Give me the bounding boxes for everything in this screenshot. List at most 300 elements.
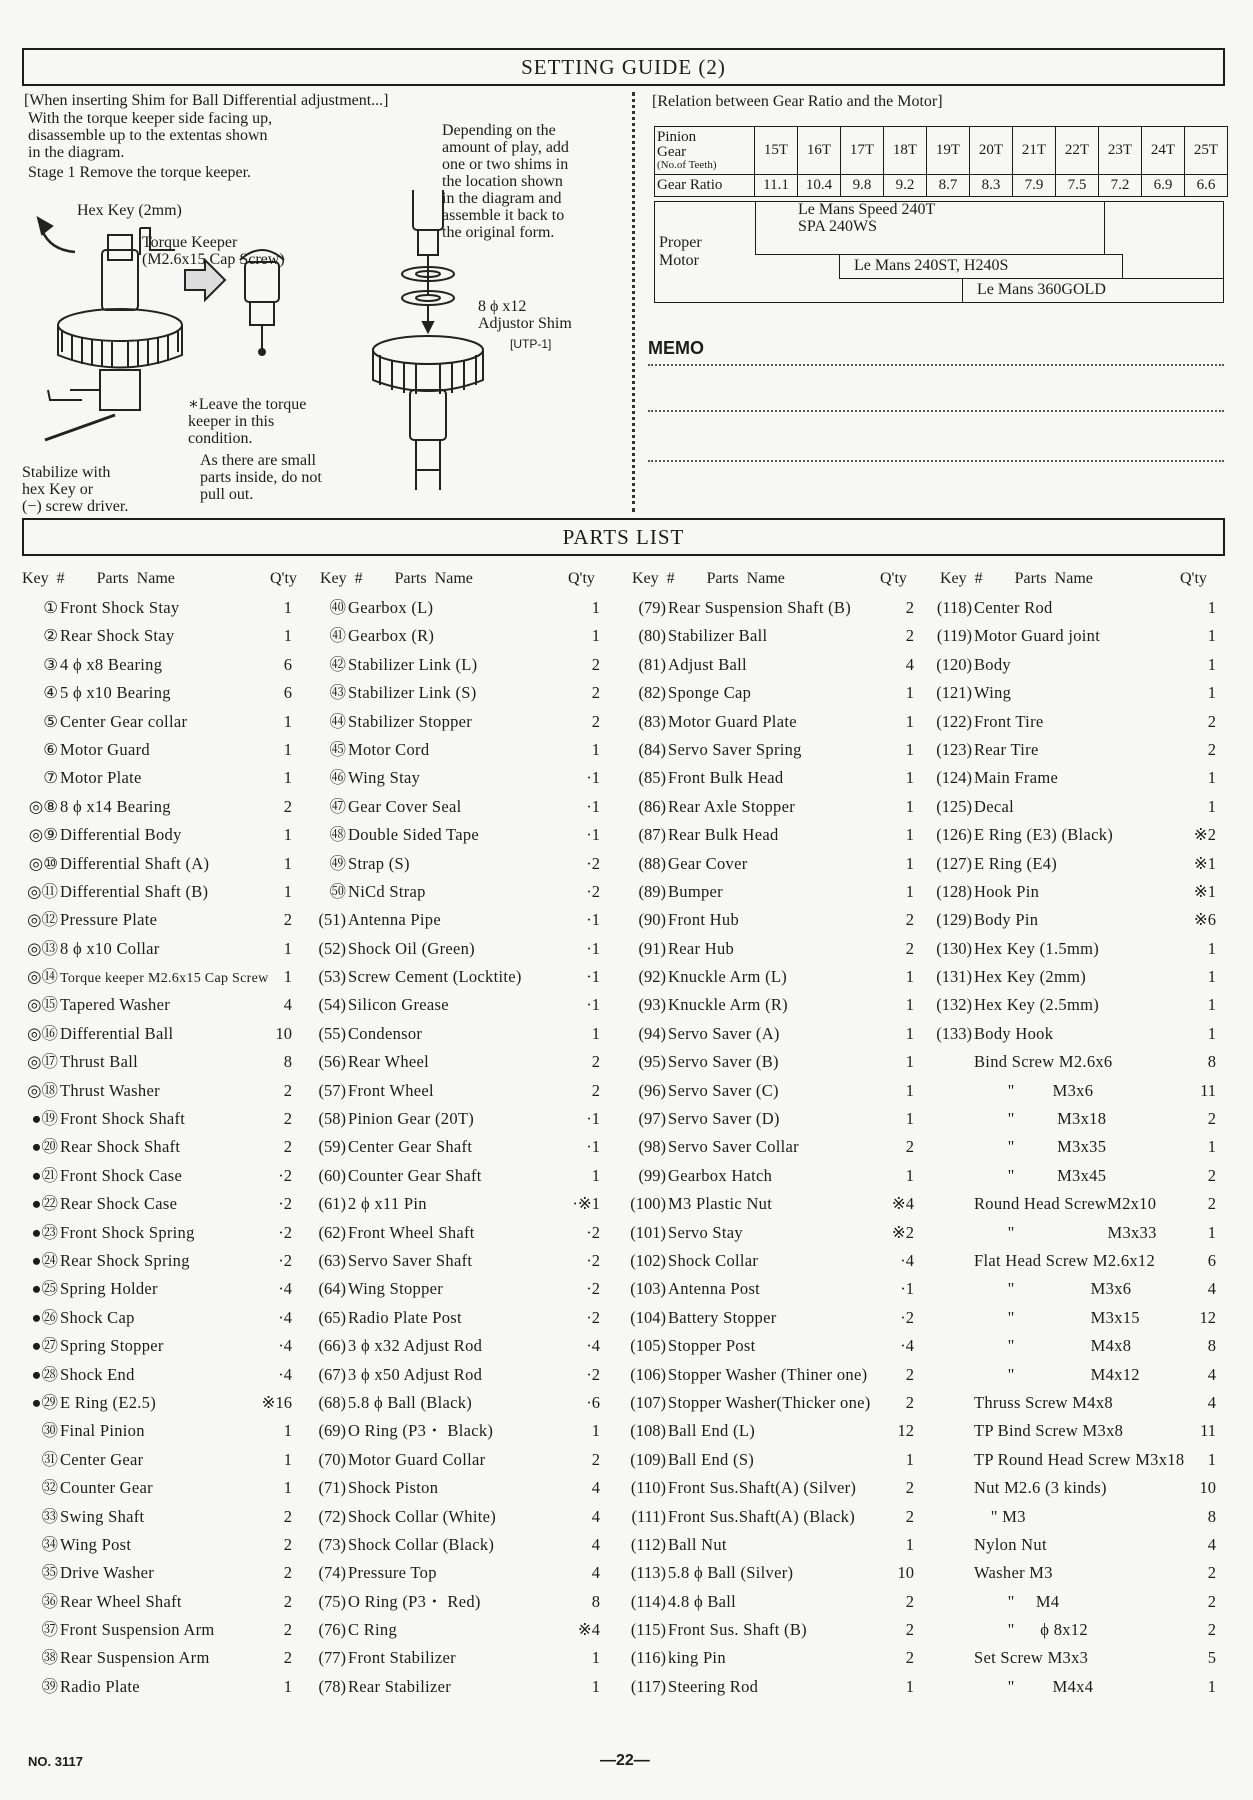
- part-key: (75): [318, 1591, 346, 1611]
- part-qty: 1: [1207, 1023, 1216, 1043]
- part-qty: 2: [591, 683, 600, 703]
- part-key: ㉚: [41, 1421, 58, 1441]
- part-name: Front Sus.Shaft(A) (Silver): [668, 1478, 857, 1498]
- part-key: (71): [318, 1478, 346, 1498]
- part-row: [304, 1503, 614, 1531]
- part-row: [304, 594, 614, 622]
- part-name: " M3: [974, 1506, 1026, 1526]
- pinion-cell: 22T: [1056, 127, 1099, 175]
- part-name: Radio Plate: [60, 1676, 140, 1696]
- label-stabilize: Stabilize with hex Key or (−) screw driver.: [22, 464, 129, 515]
- part-row: [624, 1247, 924, 1275]
- part-key: ①: [43, 598, 58, 617]
- part-name: Servo Saver (B): [668, 1052, 779, 1072]
- part-row: [930, 1304, 1222, 1332]
- part-row: [304, 1190, 614, 1218]
- part-qty: 2: [591, 1449, 600, 1469]
- part-key: ⑥: [43, 739, 58, 759]
- page-number: —22—: [600, 1752, 650, 1769]
- part-row: [304, 1332, 614, 1360]
- part-row: [930, 1503, 1222, 1531]
- part-name: Rear Bulk Head: [668, 825, 779, 845]
- part-row: [930, 1588, 1222, 1616]
- part-qty: 10: [1199, 1478, 1216, 1498]
- part-name: E Ring (E2.5): [60, 1392, 157, 1412]
- part-key: ●㉗: [31, 1336, 58, 1356]
- part-qty: ·2: [900, 1307, 914, 1327]
- part-name: Hook Pin: [974, 881, 1040, 901]
- part-row: [624, 622, 924, 650]
- part-row: [304, 1644, 614, 1672]
- pinion-cell: 18T: [884, 127, 927, 175]
- part-row: [16, 821, 308, 849]
- part-row: [16, 764, 308, 792]
- part-key: (55): [318, 1023, 346, 1043]
- part-qty: 1: [905, 683, 914, 703]
- part-row: [16, 878, 308, 906]
- part-qty: ·2: [586, 1222, 600, 1242]
- part-row: [304, 708, 614, 736]
- part-name: Shock Collar: [668, 1250, 759, 1270]
- part-name: " M3x35: [974, 1137, 1107, 1157]
- part-name: Pressure Top: [348, 1563, 437, 1583]
- part-qty: 1: [1207, 796, 1216, 816]
- part-key: (89): [638, 881, 666, 901]
- part-key: ◎⑩: [28, 853, 58, 873]
- part-name: Front Sus. Shaft (B): [668, 1620, 807, 1640]
- column-header: Key # Parts Name Q'ty: [22, 570, 297, 587]
- part-row: [624, 594, 924, 622]
- part-name: " M3x45: [974, 1165, 1107, 1185]
- part-qty: 1: [283, 938, 292, 958]
- part-row: [930, 1361, 1222, 1389]
- part-key: (74): [318, 1563, 346, 1583]
- part-qty: ·1: [900, 1279, 914, 1299]
- part-qty: 1: [1207, 598, 1216, 617]
- part-name: Front Shock Shaft: [60, 1109, 186, 1129]
- part-qty: 8: [1207, 1336, 1216, 1356]
- part-name: 5.8 ϕ Ball (Silver): [668, 1563, 794, 1583]
- part-name: Wing Stay: [348, 768, 421, 788]
- part-name: Round Head ScrewM2x10: [974, 1194, 1157, 1214]
- instruction-right-note: Depending on the amount of play, add one or two shims in the location shown in the diagram and assemble it back to the original form.: [442, 122, 569, 241]
- part-key: ◎⑱: [27, 1080, 58, 1100]
- part-qty: 2: [905, 1392, 914, 1412]
- part-key: (77): [318, 1648, 346, 1668]
- parts-column-3: [624, 594, 924, 1701]
- part-name: " M3x33: [974, 1222, 1157, 1242]
- part-row: [930, 594, 1222, 622]
- part-qty: 1: [905, 853, 914, 873]
- part-name: 5 ϕ x10 Bearing: [60, 683, 171, 703]
- part-name: Thruss Screw M4x8: [974, 1392, 1113, 1412]
- proper-motor-box: [654, 201, 1224, 303]
- column-header: Key # Parts Name Q'ty: [320, 570, 595, 587]
- part-qty: 8: [283, 1052, 292, 1072]
- part-row: [304, 1446, 614, 1474]
- part-key: ⑤: [43, 711, 58, 731]
- part-name: Ball End (S): [668, 1449, 755, 1469]
- part-row: [16, 1020, 308, 1048]
- part-row: [624, 1048, 924, 1076]
- part-key: ●⑲: [31, 1109, 58, 1129]
- part-name: Shock Piston: [348, 1478, 439, 1498]
- pinion-header: Pinion Gear (No.of Teeth): [655, 127, 755, 175]
- part-row: [304, 878, 614, 906]
- part-key: (106): [630, 1364, 666, 1384]
- part-row: [16, 1361, 308, 1389]
- part-key: ◎⑰: [27, 1052, 58, 1072]
- part-qty: 2: [905, 1648, 914, 1668]
- part-row: [624, 935, 924, 963]
- part-name: Stabilizer Link (S): [348, 683, 477, 703]
- part-row: [624, 1275, 924, 1303]
- part-row: [304, 1588, 614, 1616]
- part-qty: 1: [1207, 683, 1216, 703]
- part-row: [16, 1389, 308, 1417]
- part-key: ◎⑫: [27, 910, 58, 930]
- part-qty: 2: [1207, 1620, 1216, 1640]
- part-row: [16, 1219, 308, 1247]
- part-row: [16, 991, 308, 1019]
- part-qty: 1: [905, 1080, 914, 1100]
- part-key: ㊵: [329, 598, 346, 617]
- part-row: [624, 1474, 924, 1502]
- part-key: (115): [630, 1620, 666, 1640]
- part-row: [304, 1417, 614, 1445]
- part-qty: ·2: [278, 1250, 292, 1270]
- part-qty: 1: [283, 739, 292, 759]
- part-name: 8 ϕ x10 Collar: [60, 938, 160, 958]
- part-row: [16, 1446, 308, 1474]
- part-row: [16, 1190, 308, 1218]
- part-row: [930, 1474, 1222, 1502]
- part-qty: ※16: [261, 1392, 292, 1412]
- part-key: (99): [638, 1165, 666, 1185]
- part-key: (119): [936, 626, 972, 646]
- part-key: (58): [318, 1109, 346, 1129]
- label-leave-note: ∗Leave the torque keeper in this condition.: [188, 396, 307, 447]
- part-qty: 1: [905, 711, 914, 731]
- part-key: ●㉖: [31, 1307, 58, 1327]
- part-qty: ·※1: [572, 1194, 600, 1214]
- part-qty: ·4: [900, 1336, 914, 1356]
- part-qty: ※4: [891, 1194, 914, 1214]
- part-qty: 2: [591, 1052, 600, 1072]
- part-key: (84): [638, 739, 666, 759]
- part-qty: 2: [905, 1478, 914, 1498]
- part-qty: 2: [1207, 1563, 1216, 1583]
- part-row: [930, 1162, 1222, 1190]
- part-name: Rear Shock Spring: [60, 1250, 190, 1270]
- part-key: (130): [936, 938, 972, 958]
- pinion-cell: 16T: [798, 127, 841, 175]
- ratio-cell: 7.2: [1099, 175, 1142, 197]
- part-name: " M3x6: [974, 1080, 1094, 1100]
- part-key: (69): [318, 1421, 346, 1441]
- part-row: [624, 1588, 924, 1616]
- part-qty: 1: [283, 853, 292, 873]
- part-key: (88): [638, 853, 666, 873]
- part-name: Front Bulk Head: [668, 768, 784, 788]
- part-key: ㊱: [41, 1591, 58, 1611]
- label-hex-key: Hex Key (2mm): [77, 202, 182, 219]
- part-key: (60): [318, 1165, 346, 1185]
- part-row: [624, 1446, 924, 1474]
- part-key: (103): [630, 1279, 666, 1299]
- ratio-cell: 11.1: [755, 175, 798, 197]
- part-row: [16, 1332, 308, 1360]
- part-qty: ·2: [586, 1279, 600, 1299]
- part-key: (65): [318, 1307, 346, 1327]
- part-qty: 2: [283, 1563, 292, 1583]
- part-row: [624, 793, 924, 821]
- part-qty: 1: [905, 967, 914, 987]
- part-name: Bind Screw M2.6x6: [974, 1052, 1113, 1072]
- part-row: [16, 651, 308, 679]
- part-key: ◎⑪: [27, 881, 58, 901]
- part-key: ㉞: [41, 1534, 58, 1554]
- part-key: (122): [936, 711, 972, 731]
- part-qty: 1: [283, 1478, 292, 1498]
- part-row: [624, 1190, 924, 1218]
- part-qty: ·4: [278, 1336, 292, 1356]
- part-name: Wing: [974, 683, 1012, 703]
- part-name: Motor Guard: [60, 739, 150, 759]
- part-name: Body Pin: [974, 910, 1039, 930]
- part-row: [930, 906, 1222, 934]
- part-qty: 2: [283, 1137, 292, 1157]
- part-key: (126): [936, 825, 972, 845]
- part-name: Servo Saver (A): [668, 1023, 780, 1043]
- part-name: Front Sus.Shaft(A) (Black): [668, 1506, 855, 1526]
- ratio-cell: 8.7: [927, 175, 970, 197]
- part-qty: 10: [275, 1023, 292, 1043]
- part-qty: 2: [591, 654, 600, 674]
- part-qty: 1: [1207, 1137, 1216, 1157]
- part-key: ④: [43, 683, 58, 703]
- part-name: Front Shock Spring: [60, 1222, 195, 1242]
- part-name: Pressure Plate: [60, 910, 158, 930]
- part-key: ㊹: [329, 711, 346, 731]
- part-name: Body: [974, 654, 1011, 674]
- relation-title: [Relation between Gear Ratio and the Motor]: [652, 93, 943, 110]
- part-qty: 1: [591, 739, 600, 759]
- column-header: Key # Parts Name Q'ty: [940, 570, 1207, 587]
- part-name: Decal: [974, 796, 1014, 816]
- part-key: ㊲: [41, 1620, 58, 1640]
- part-key: (133): [936, 1023, 972, 1043]
- part-name: 3 ϕ x32 Adjust Rod: [348, 1336, 483, 1356]
- part-key: ◎⑧: [28, 796, 58, 816]
- instruction-heading: [When inserting Shim for Ball Differential adjustment...]: [24, 92, 389, 109]
- part-name: 4 ϕ x8 Bearing: [60, 654, 163, 674]
- part-qty: 6: [283, 683, 292, 703]
- part-row: [930, 793, 1222, 821]
- part-name: " ϕ 8x12: [974, 1620, 1088, 1640]
- ratio-cell: 9.8: [841, 175, 884, 197]
- part-key: (100): [630, 1194, 666, 1214]
- part-qty: 1: [1207, 938, 1216, 958]
- part-name: Knuckle Arm (L): [668, 967, 788, 987]
- part-key: (81): [638, 654, 666, 674]
- part-qty: 1: [905, 1023, 914, 1043]
- ratio-cell: 10.4: [798, 175, 841, 197]
- part-row: [16, 622, 308, 650]
- part-name: Screw Cement (Locktite): [348, 967, 522, 987]
- part-name: Wing Stopper: [348, 1279, 444, 1299]
- part-row: [930, 1417, 1222, 1445]
- part-qty: 1: [905, 995, 914, 1015]
- part-key: (56): [318, 1052, 346, 1072]
- part-qty: ·4: [278, 1279, 292, 1299]
- part-row: [16, 1105, 308, 1133]
- part-row: [930, 1077, 1222, 1105]
- part-key: (66): [318, 1336, 346, 1356]
- part-key: ㉛: [41, 1449, 58, 1469]
- part-qty: 2: [905, 1137, 914, 1157]
- part-row: [304, 935, 614, 963]
- part-qty: ※1: [1193, 853, 1216, 873]
- part-qty: 1: [283, 598, 292, 617]
- part-row: [16, 1503, 308, 1531]
- part-qty: 4: [591, 1506, 600, 1526]
- part-key: (92): [638, 967, 666, 987]
- pinion-cell: 21T: [1013, 127, 1056, 175]
- part-qty: 4: [591, 1563, 600, 1583]
- part-key: (73): [318, 1534, 346, 1554]
- part-qty: 2: [905, 1364, 914, 1384]
- part-name: " M3x15: [974, 1307, 1140, 1327]
- part-row: [930, 708, 1222, 736]
- ratio-cell: 7.9: [1013, 175, 1056, 197]
- part-key: ②: [43, 626, 58, 646]
- part-row: [930, 1673, 1222, 1701]
- part-name: Front Suspension Arm: [60, 1620, 215, 1640]
- part-name: NiCd Strap: [348, 881, 426, 901]
- part-row: [930, 991, 1222, 1019]
- part-row: [624, 1332, 924, 1360]
- part-name: Spring Stopper: [60, 1336, 164, 1356]
- part-key: ㊼: [329, 796, 346, 816]
- part-qty: 1: [1207, 995, 1216, 1015]
- part-row: [624, 850, 924, 878]
- part-qty: 4: [1207, 1392, 1216, 1412]
- part-qty: ※4: [577, 1620, 600, 1640]
- part-qty: ·2: [586, 853, 600, 873]
- part-name: Shock Oil (Green): [348, 938, 475, 958]
- pinion-cell: 20T: [970, 127, 1013, 175]
- part-row: [930, 1332, 1222, 1360]
- part-row: [304, 764, 614, 792]
- part-name: Body Hook: [974, 1023, 1054, 1043]
- part-qty: 1: [591, 1165, 600, 1185]
- part-key: ㊸: [329, 683, 346, 703]
- part-name: Double Sided Tape: [348, 825, 480, 845]
- part-key: (95): [638, 1052, 666, 1072]
- part-row: [930, 1247, 1222, 1275]
- part-row: [624, 1304, 924, 1332]
- part-key: (102): [630, 1250, 666, 1270]
- part-key: (114): [630, 1591, 666, 1611]
- part-name: " M4: [974, 1591, 1060, 1611]
- part-key: ●㉕: [31, 1279, 58, 1299]
- instruction-stage: Stage 1 Remove the torque keeper.: [28, 164, 252, 181]
- part-qty: 1: [283, 1449, 292, 1469]
- column-header: Key # Parts Name Q'ty: [632, 570, 907, 587]
- part-qty: 1: [905, 825, 914, 845]
- part-key: (110): [630, 1478, 666, 1498]
- part-key: (72): [318, 1506, 346, 1526]
- part-name: Nut M2.6 (3 kinds): [974, 1478, 1107, 1498]
- part-key: ③: [43, 654, 58, 674]
- part-key: (82): [638, 683, 666, 703]
- part-key: (132): [936, 995, 972, 1015]
- part-name: Front Hub: [668, 910, 739, 930]
- model-number: NO. 3117: [28, 1754, 83, 1769]
- part-qty: 10: [897, 1563, 914, 1583]
- part-key: ●㉒: [31, 1194, 58, 1214]
- part-row: [624, 1162, 924, 1190]
- part-row: [16, 594, 308, 622]
- part-name: Stabilizer Stopper: [348, 711, 473, 731]
- part-key: (104): [630, 1307, 666, 1327]
- part-name: Gear Cover: [668, 853, 748, 873]
- part-qty: 1: [591, 1648, 600, 1668]
- part-row: [624, 1077, 924, 1105]
- part-row: [16, 708, 308, 736]
- motor-range-2: Le Mans 240ST, H240S: [839, 254, 1123, 279]
- part-name: Front Shock Stay: [60, 598, 180, 617]
- part-key: ㊷: [329, 654, 346, 674]
- part-row: [304, 1077, 614, 1105]
- part-qty: 2: [1207, 1194, 1216, 1214]
- part-name: Bumper: [668, 881, 723, 901]
- part-qty: 1: [905, 739, 914, 759]
- part-key: (123): [936, 739, 972, 759]
- part-qty: 1: [905, 1676, 914, 1696]
- part-name: Final Pinion: [60, 1421, 145, 1441]
- part-qty: 2: [905, 1506, 914, 1526]
- part-row: [16, 1048, 308, 1076]
- part-row: [930, 963, 1222, 991]
- part-row: [930, 1133, 1222, 1161]
- part-key: ㊽: [329, 825, 346, 845]
- part-qty: ·1: [586, 768, 600, 788]
- part-qty: ※6: [1193, 910, 1216, 930]
- part-row: [930, 821, 1222, 849]
- part-name: 4.8 ϕ Ball: [668, 1591, 737, 1611]
- part-row: [16, 1304, 308, 1332]
- part-name: Rear Tire: [974, 739, 1039, 759]
- part-qty: 2: [905, 910, 914, 930]
- part-row: [16, 736, 308, 764]
- part-qty: 1: [283, 1676, 292, 1696]
- part-name: Rear Wheel: [348, 1052, 430, 1072]
- part-row: [16, 1588, 308, 1616]
- part-name: Servo Saver (C): [668, 1080, 779, 1100]
- part-name: Gearbox (R): [348, 626, 435, 646]
- part-key: (76): [318, 1620, 346, 1640]
- part-name: Hex Key (2.5mm): [974, 995, 1100, 1015]
- part-row: [930, 1190, 1222, 1218]
- part-name: Shock Collar (Black): [348, 1534, 495, 1554]
- part-row: [304, 1162, 614, 1190]
- part-qty: 8: [1207, 1052, 1216, 1072]
- part-key: (101): [630, 1222, 666, 1242]
- part-name: Adjust Ball: [668, 654, 747, 674]
- part-key: (131): [936, 967, 972, 987]
